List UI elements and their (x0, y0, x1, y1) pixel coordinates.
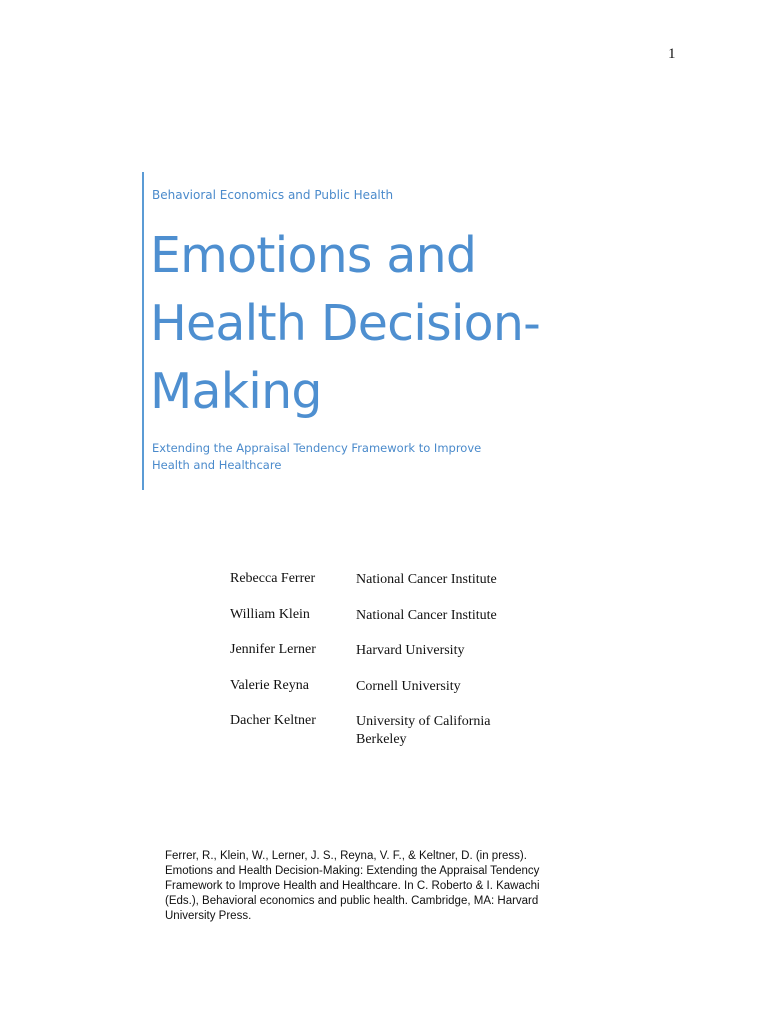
citation-line: Emotions and Health Decision-Making: Extending the Appraisal Tendency (165, 865, 540, 877)
author-name: Jennifer Lerner (230, 642, 316, 657)
main-title-line: Emotions and (150, 227, 477, 284)
main-title-line: Making (150, 363, 322, 420)
subtitle (152, 440, 481, 474)
author-name: William Klein (230, 606, 310, 622)
citation-line: University Press. (165, 910, 252, 922)
author-affiliation: National Cancer Institute (356, 607, 497, 623)
author-name: Dacher Keltner (230, 713, 316, 728)
citation-line: (Eds.), Behavioral economics and public health. Cambridge, MA: Harvard (165, 895, 539, 907)
author-affiliation: National Cancer Institute (356, 572, 497, 587)
author-affiliation: University of California Berkeley (356, 714, 491, 747)
title-block (142, 172, 584, 490)
author-affiliation: Cornell University (356, 678, 461, 694)
main-title (150, 222, 580, 426)
citation-line: Ferrer, R., Klein, W., Lerner, J. S., Reyna, V. F., & Keltner, D. (in press). (165, 850, 527, 862)
author-name: Valerie Reyna (230, 677, 309, 693)
main-title-line: Health Decision- (150, 295, 540, 352)
subtitle-line: Extending the Appraisal Tendency Framework to Improve (152, 441, 482, 455)
citation-line: Framework to Improve Health and Healthcare. In C. Roberto & I. Kawachi (165, 880, 540, 892)
subtitle-line: Health and Healthcare (152, 458, 282, 472)
series-title: Behavioral Economics and Public Health (152, 188, 394, 202)
citation (165, 849, 595, 924)
page-number: 1 (668, 46, 676, 62)
author-name: Rebecca Ferrer (230, 571, 316, 586)
author-affiliation: Harvard University (356, 643, 465, 658)
